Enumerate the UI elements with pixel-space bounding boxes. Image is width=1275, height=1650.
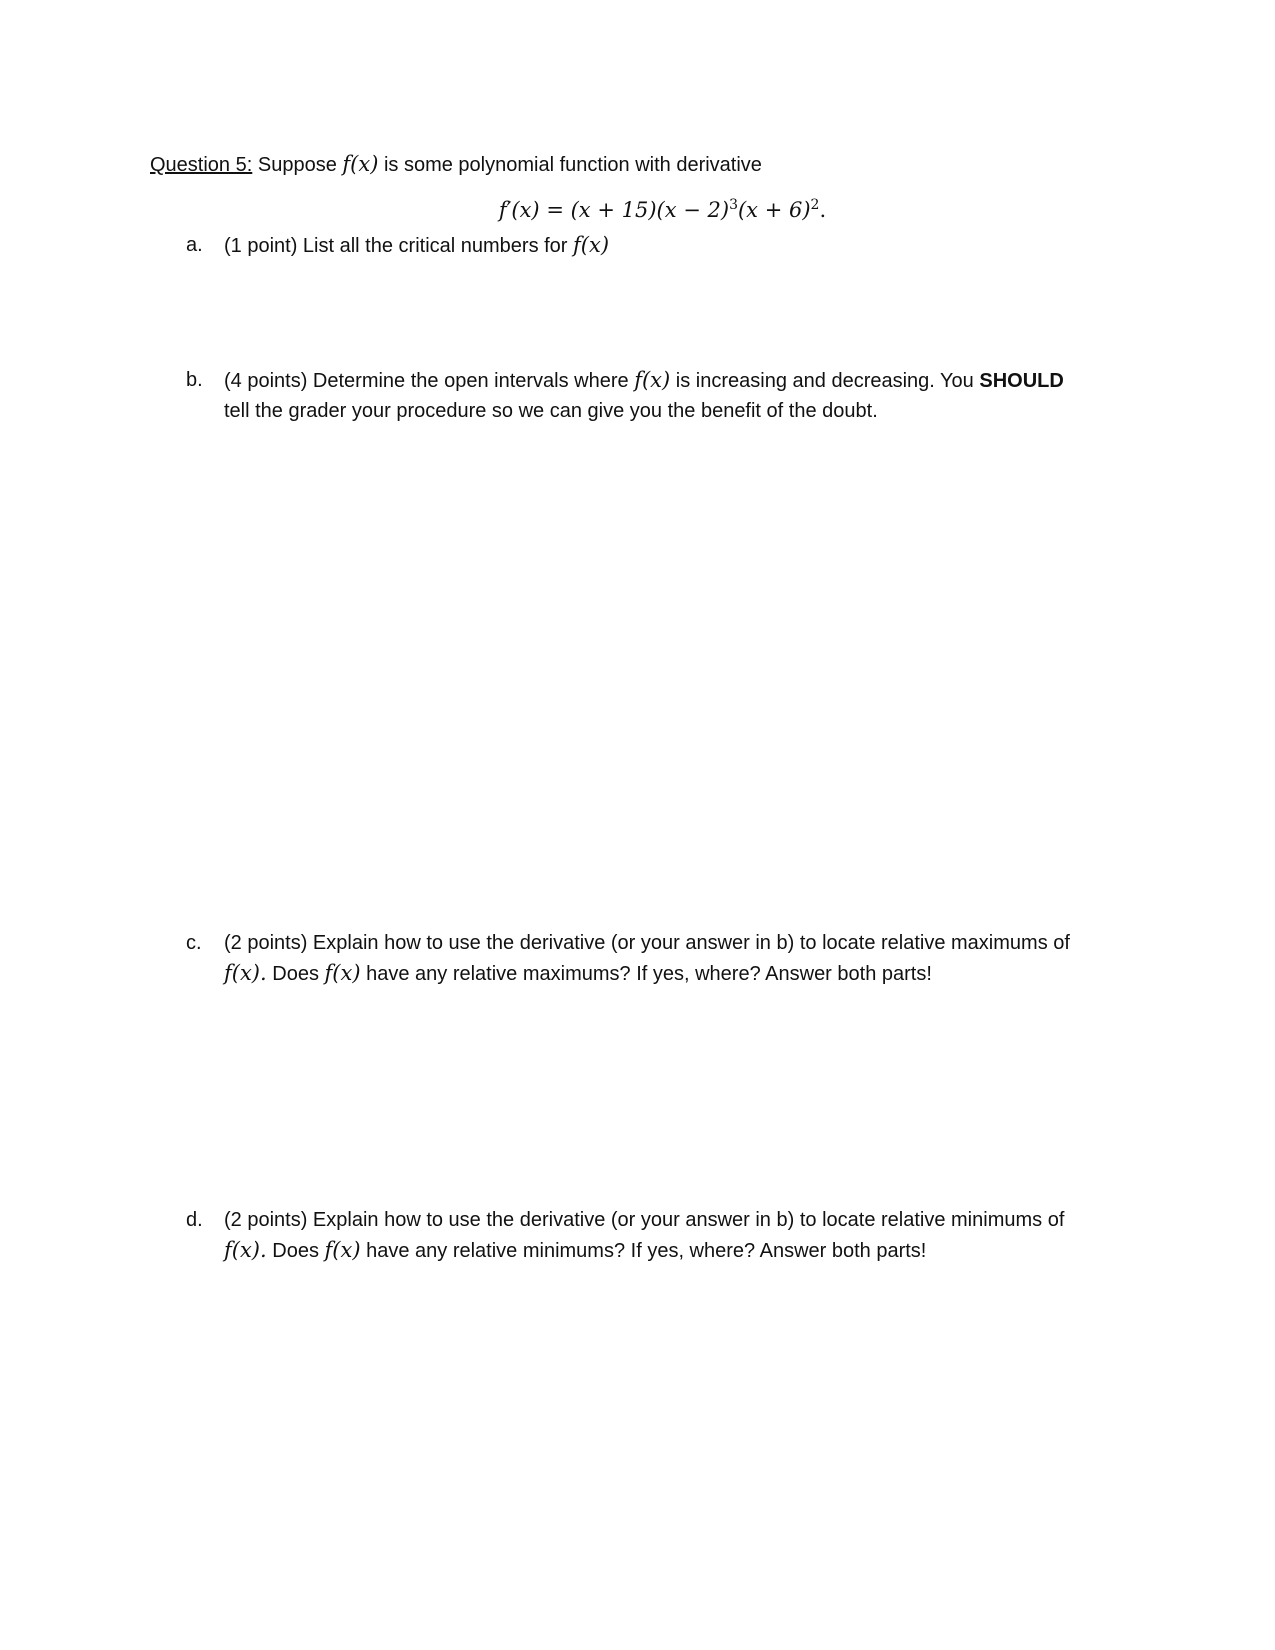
part-b-emphasis: SHOULD	[979, 370, 1064, 392]
part-b-prompt-start: (4 points) Determine the open intervals where	[224, 370, 629, 392]
function-symbol: f(x)	[342, 152, 379, 176]
question-label: Question 5:	[150, 154, 253, 176]
equation-equals: =	[546, 198, 564, 222]
equation-exponent-2: 3	[729, 197, 738, 213]
part-d-prompt-line-1: (2 points) Explain how to use the derivative (or your answer in b) to locate relative minimums of	[224, 1209, 1065, 1231]
part-b-text	[224, 365, 1124, 426]
part-a-letter: a.	[186, 234, 203, 256]
equation-factor-3: (x + 6)	[737, 198, 811, 222]
part-c-letter: c.	[186, 932, 202, 954]
part-c-text	[224, 928, 1124, 989]
part-d-prompt-line-2: have any relative minimums? If yes, where? Answer both parts!	[366, 1240, 927, 1262]
part-a-prompt: (1 point) List all the critical numbers for	[224, 235, 568, 257]
part-b-prompt-mid: is increasing and decreasing. You	[675, 370, 974, 392]
part-c-function-1: f(x).	[224, 961, 267, 985]
part-c-prompt-line-1: (2 points) Explain how to use the derivative (or your answer in b) to locate relative maximums of	[224, 932, 1070, 954]
part-d-function-1: f(x).	[224, 1238, 267, 1262]
equation-period: .	[819, 198, 827, 222]
part-d-function-2: f(x)	[324, 1238, 361, 1262]
part-b-prompt-end: tell the grader your procedure so we can give you the benefit of the doubt.	[224, 400, 878, 422]
question-intro-after: is some polynomial function with derivative	[383, 154, 762, 176]
part-d-does: Does	[272, 1240, 319, 1262]
equation-lhs: f′(x)	[498, 198, 540, 222]
part-c-function-2: f(x)	[324, 961, 361, 985]
part-c-prompt-line-2: have any relative maximums? If yes, where? Answer both parts!	[366, 963, 932, 985]
equation-factor-2: (x − 2)	[656, 198, 730, 222]
part-d-text	[224, 1205, 1124, 1266]
equation-factor-1: (x + 15)	[570, 198, 657, 222]
derivative-equation	[0, 195, 1275, 225]
part-d-letter: d.	[186, 1209, 203, 1231]
part-b-letter: b.	[186, 369, 203, 391]
part-a-function: f(x)	[573, 233, 610, 257]
part-c-does: Does	[272, 963, 319, 985]
part-a-text	[224, 230, 1124, 261]
part-b-function: f(x)	[634, 368, 671, 392]
question-heading	[150, 150, 762, 179]
question-intro-before: Suppose	[257, 154, 337, 176]
equation-exponent-3: 2	[810, 197, 820, 213]
